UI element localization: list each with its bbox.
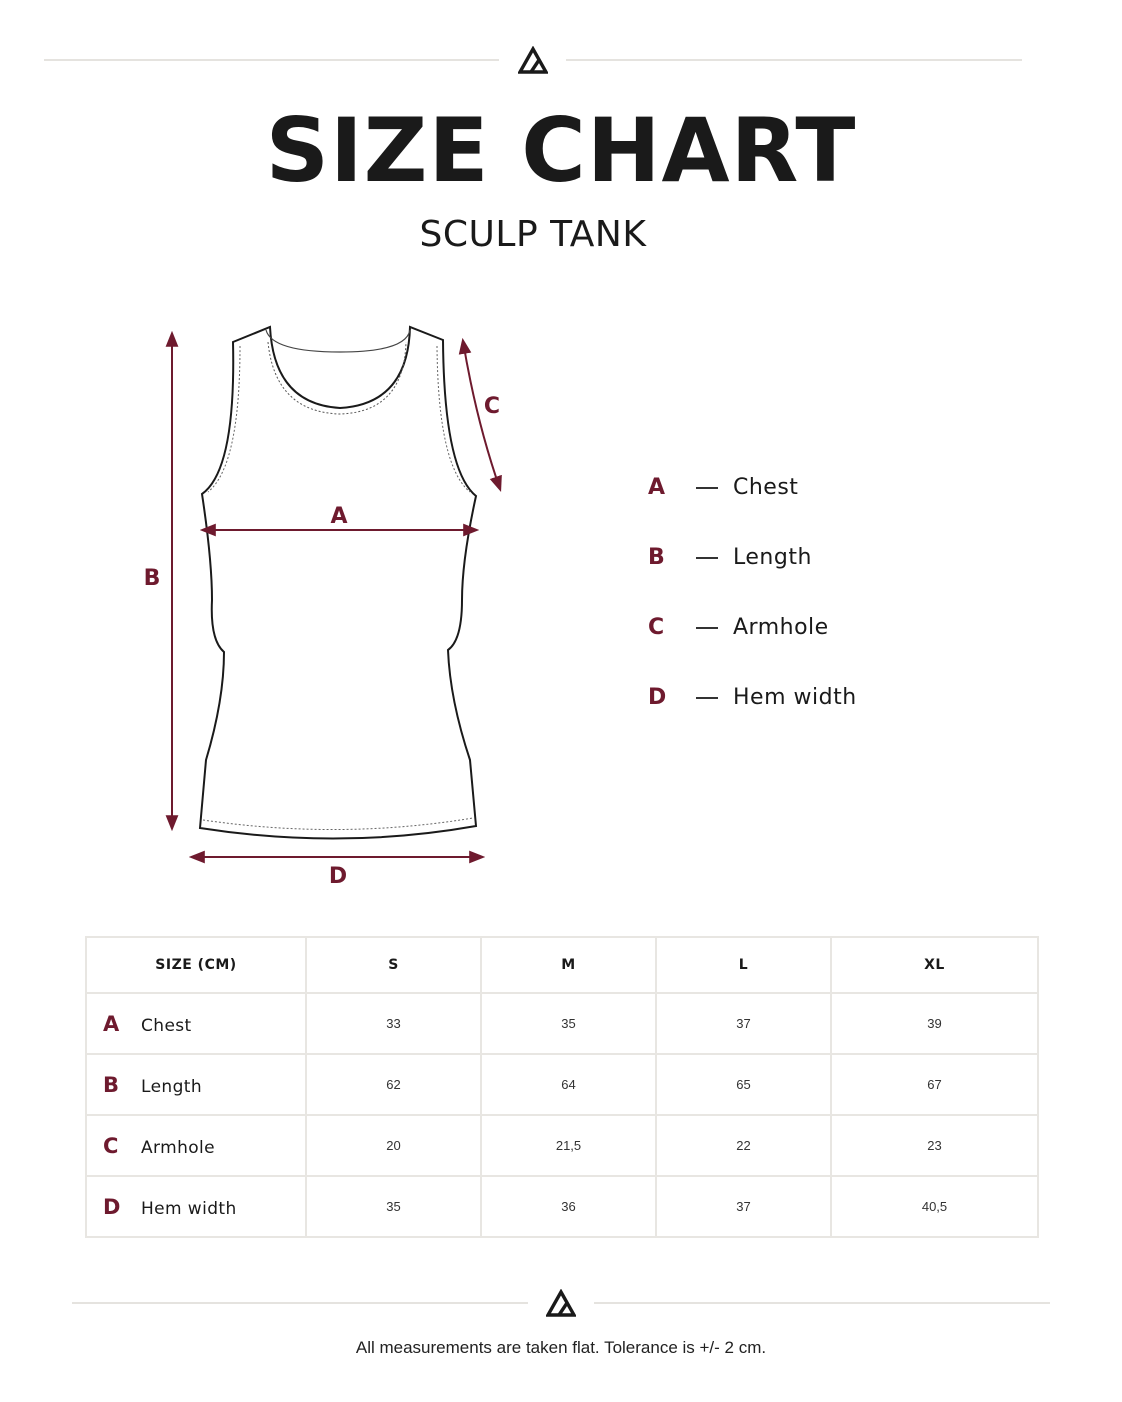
table-cell: 35 bbox=[481, 993, 656, 1054]
legend-item-hem-width bbox=[648, 680, 1068, 716]
legend-dash bbox=[696, 627, 718, 629]
legend-dash bbox=[696, 487, 718, 489]
legend-dash bbox=[696, 697, 718, 699]
row-letter: B bbox=[103, 1072, 120, 1097]
legend-label: Armhole bbox=[733, 615, 829, 640]
table-row bbox=[86, 993, 1038, 1054]
row-header bbox=[86, 1176, 306, 1237]
column-header: S bbox=[306, 937, 481, 993]
table-cell: 65 bbox=[656, 1054, 831, 1115]
table-cell: 21,5 bbox=[481, 1115, 656, 1176]
table-row bbox=[86, 1176, 1038, 1237]
table-cell: 33 bbox=[306, 993, 481, 1054]
table-cell: 35 bbox=[306, 1176, 481, 1237]
diagram-label-b: B bbox=[143, 566, 161, 591]
bottom-divider-right bbox=[594, 1302, 1050, 1304]
column-header: SIZE (CM) bbox=[86, 937, 306, 993]
table-cell: 67 bbox=[831, 1054, 1038, 1115]
table-cell: 62 bbox=[306, 1054, 481, 1115]
product-name: SCULP TANK bbox=[419, 214, 647, 255]
legend-letter: D bbox=[648, 685, 667, 710]
table-cell: 22 bbox=[656, 1115, 831, 1176]
row-letter: D bbox=[103, 1194, 121, 1219]
row-label: Hem width bbox=[141, 1198, 237, 1219]
table-cell: 20 bbox=[306, 1115, 481, 1176]
page-title: SIZE CHART bbox=[265, 99, 857, 202]
diagram-label-d: D bbox=[328, 864, 348, 889]
table-cell: 37 bbox=[656, 993, 831, 1054]
table-cell: 64 bbox=[481, 1054, 656, 1115]
legend-item-length bbox=[648, 540, 1068, 576]
legend-dash bbox=[696, 557, 718, 559]
column-header: M bbox=[481, 937, 656, 993]
garment-outline bbox=[200, 327, 476, 839]
row-label: Armhole bbox=[141, 1137, 216, 1158]
column-header: XL bbox=[831, 937, 1038, 993]
table-row bbox=[86, 1115, 1038, 1176]
top-divider-left bbox=[44, 59, 499, 61]
legend-label: Length bbox=[733, 545, 812, 570]
size-table bbox=[85, 936, 1039, 1238]
bottom-divider-left bbox=[72, 1302, 528, 1304]
column-header: L bbox=[656, 937, 831, 993]
legend-item-armhole bbox=[648, 610, 1068, 646]
row-letter: A bbox=[103, 1011, 120, 1036]
legend-letter: C bbox=[648, 615, 665, 640]
row-label: Length bbox=[141, 1076, 203, 1097]
top-divider-right bbox=[566, 59, 1022, 61]
tank-top-diagram bbox=[80, 292, 540, 902]
legend-letter: B bbox=[648, 545, 665, 570]
diagram-label-c: C bbox=[483, 394, 501, 419]
brand-logo-icon bbox=[546, 1289, 576, 1319]
table-cell: 36 bbox=[481, 1176, 656, 1237]
row-header bbox=[86, 993, 306, 1054]
diagram-label-a: A bbox=[330, 504, 348, 529]
table-cell: 23 bbox=[831, 1115, 1038, 1176]
table-header-row bbox=[86, 937, 1038, 993]
legend-item-chest bbox=[648, 470, 1068, 506]
table-cell: 39 bbox=[831, 993, 1038, 1054]
row-header bbox=[86, 1054, 306, 1115]
legend-label: Chest bbox=[733, 475, 799, 500]
row-letter: C bbox=[103, 1133, 119, 1158]
table-cell: 37 bbox=[656, 1176, 831, 1237]
row-label: Chest bbox=[141, 1015, 192, 1036]
measurement-note: All measurements are taken flat. Tolerance is +/- 2 cm. bbox=[355, 1338, 767, 1357]
table-cell: 40,5 bbox=[831, 1176, 1038, 1237]
row-header bbox=[86, 1115, 306, 1176]
legend-label: Hem width bbox=[733, 685, 857, 710]
brand-logo-icon bbox=[518, 46, 548, 76]
legend-letter: A bbox=[648, 475, 666, 500]
table-row bbox=[86, 1054, 1038, 1115]
